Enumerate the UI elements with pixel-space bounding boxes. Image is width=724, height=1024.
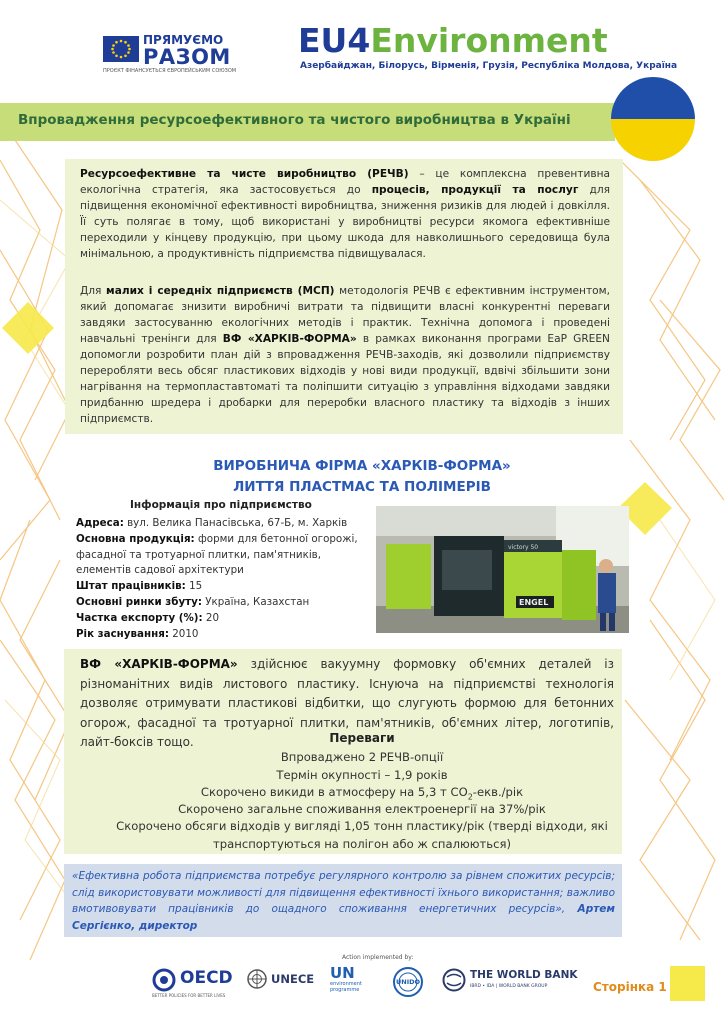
- countries-list: Азербайджан, Білорусь, Вірменія, Грузія, Республіка Молдова, Україна: [300, 61, 678, 71]
- oecd-text: OECD: [180, 968, 233, 988]
- eu-flag-icon: [103, 36, 139, 62]
- quote-author: Артем Сергієнко, директор: [72, 903, 615, 932]
- company-heading: ВИРОБНИЧА ФІРМА «ХАРКІВ-ФОРМА»: [213, 458, 511, 474]
- un-emblem-icon: [246, 968, 268, 990]
- eu4environment-logo: [298, 22, 608, 60]
- page-number: Сторінка 1: [593, 980, 667, 994]
- info-products: Основна продукція: форми для бетонної огорожі, фасадної та тротуарної плитки, пам'ятників, елементів садової архітектури: [76, 532, 358, 577]
- brand-part2: Environment: [370, 21, 608, 60]
- brand-part1: EU4: [298, 21, 371, 60]
- machine-model-label: victory 50: [508, 544, 539, 551]
- yellow-square-decoration: [670, 966, 705, 1001]
- intro-paragraph-1: Ресурсоефективне та чисте виробництво (РЕЧВ) – це комплексна превентивна екологічна стратегія, яка застосовується до процесів, продукції та послуг для підвищення економічної ефективності виробництва, зниження ризиків для людей і довкілля. Її суть полягає в тому, щоб використані у виробництві ресурси якомога ефективніше переходили у кінцеву продукцію, при цьому шкода для навколишнього середовища була мінімальною, а продуктивність підприємства підвищувалася.: [80, 168, 610, 260]
- ukraine-flag-icon: [611, 77, 695, 161]
- oecd-logo: [152, 966, 244, 998]
- info-title: Інформація про підприємство: [130, 499, 312, 511]
- intro-paragraph-2: Для малих і середніх підприємств (МСП) методологія РЕЧВ є ефективним інструментом, який допомагає знизити виробничі витрати та підвищити власні конкурентні переваги завдяки застосуванню екологічних методів і практик. Технічна допомога і проведені навчальні тренінги для ВФ «ХАРКІВ-ФОРМА» в рамках виконання програми EaP GREEN допомогли розробити план дій з впровадження РЕЧВ-заходів, які дозволили підприємству переробляти весь обсяг пластикових відходів у нові види продукції, вдвічі збільшити зони нагрівання на термопластавтоматі та поліпшити ситуацію з управління відходами завдяки придбанню шредера і дробарки для переробки власного пластику та відходів з інших підприємств.: [80, 285, 610, 425]
- advantage-item-1: Впроваджено 2 РЕЧВ-опції: [280, 750, 444, 764]
- company-subheading: ЛИТТЯ ПЛАСТМАС ТА ПОЛІМЕРІВ: [233, 479, 491, 495]
- eu-logo: [103, 32, 237, 78]
- advantage-item-5: Скорочено обсяги відходів у вигляді 1,05 тонн пластику/рік (тверді відходи, які транспортуються на полігон або ж спалюються): [116, 819, 608, 851]
- worldbank-sub: IBRD • IDA | WORLD BANK GROUP: [470, 984, 548, 989]
- advantage-item-4: Скорочено загальне споживання електроенергії на 37%/рік: [178, 802, 546, 816]
- intro-term: Ресурсоефективне та чисте виробництво (РЕЧВ): [80, 168, 409, 180]
- worldbank-text: THE WORLD BANK: [470, 969, 578, 981]
- info-export: Частка експорту (%): 20: [76, 611, 220, 624]
- oecd-icon: [152, 968, 176, 992]
- info-address: Адреса: вул. Велика Панасівська, 67-Б, м. Харків: [76, 517, 348, 529]
- yellow-diamond-left: [2, 302, 54, 354]
- advantages-title: Переваги: [329, 731, 395, 745]
- eu-slogan-line2: РАЗОМ: [143, 45, 231, 69]
- info-markets: Основні ринки збуту: Україна, Казахстан: [76, 595, 310, 608]
- eu-slogan-line1: ПРЯМУЄМО: [143, 33, 224, 47]
- page-title: Впровадження ресурсоефективного та чистого виробництва в Україні: [18, 112, 571, 128]
- factory-photo: [376, 506, 629, 633]
- unido-logo: [392, 966, 428, 998]
- unep-logo: UN environment programme: [330, 964, 362, 993]
- worldbank-icon: [442, 968, 466, 992]
- eu-funding-note: ПРОЄКТ ФІНАНСУЄТЬСЯ ЄВРОПЕЙСЬКИМ СОЮЗОМ: [103, 68, 237, 74]
- advantage-item-3: Скорочено викиди в атмосферу на 5,3 т $CO_2-екв$./рік: [200, 785, 524, 802]
- unido-text: UNIDO: [396, 978, 421, 986]
- unece-text: UNECE: [271, 972, 315, 986]
- unep-text: UN: [330, 964, 355, 982]
- engel-label: ENGEL: [519, 598, 549, 607]
- advantage-item-2: Термін окупності – 1,9 років: [276, 768, 448, 782]
- action-label: Action implemented by:: [342, 954, 414, 961]
- worldbank-logo: [442, 966, 576, 998]
- oecd-sub: BETTER POLICIES FOR BETTER LIVES: [152, 993, 226, 998]
- info-staff: Штат працівників: 15: [76, 580, 203, 593]
- company-description: ВФ «ХАРКІВ-ФОРМА» здійснює вакуумну формовку об'ємних деталей із різноманітних видів листового пластику. Існуюча на підприємстві технологія дозволяє отримувати пластикові відбитки, що слугують формою для бетонних огорож, фасадної та тротуарної плитки, пам'ятників, об'ємних літер, логотипів, лайт-боксів тощо.: [80, 657, 614, 749]
- info-founded: Рік заснування: 2010: [76, 627, 199, 640]
- unece-logo: [246, 966, 318, 994]
- company-info: [76, 516, 371, 642]
- director-quote: «Ефективна робота підприємства потребує регулярного контролю за рівнем спожитих ресурсів; слід використовувати можливості для підвищення ефективності їхнього використання; важливо вмотивовувати працівників до ощадного споживання енергетичних ресурсів», Артем Сергієнко, директор: [72, 870, 615, 932]
